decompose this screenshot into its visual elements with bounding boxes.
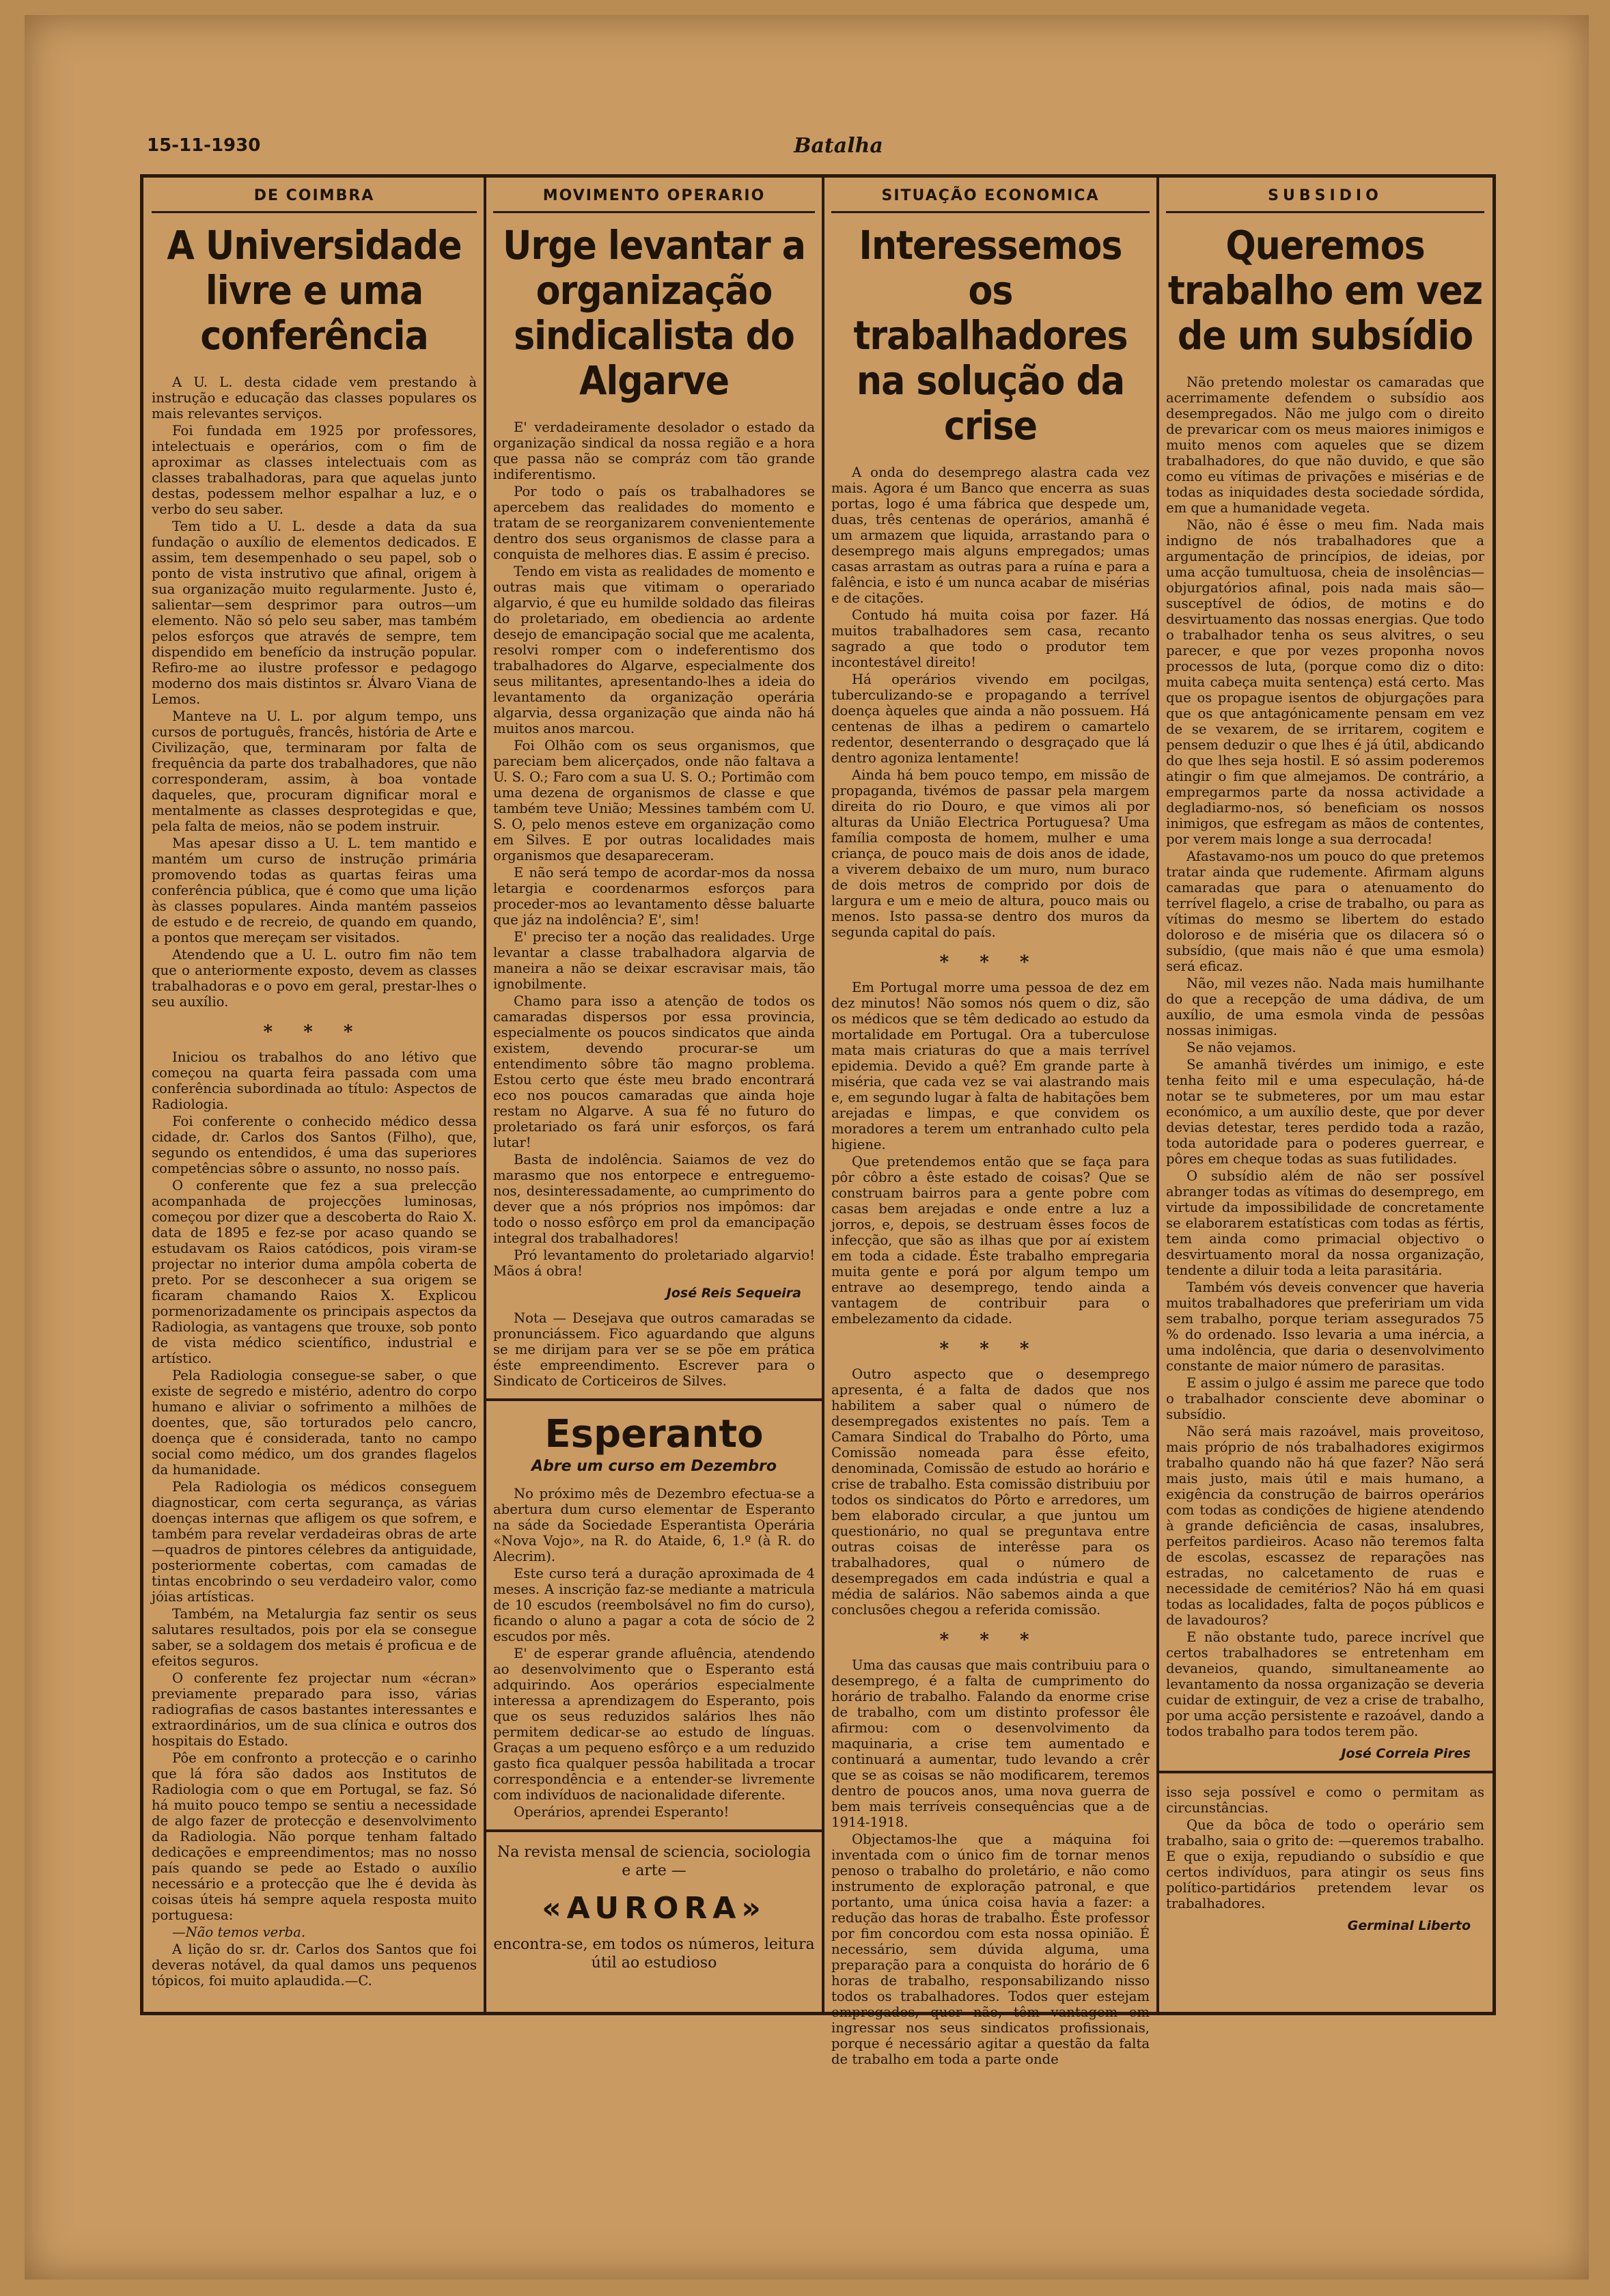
paragraph: Em Portugal morre uma pessoa de dez em dez minutos! Não somos nós quem o diz, são os médicos que se têm dedicado ao estudo da mortalidade em Portugal. Ora a tuberculose mata mais criaturas do que a mais terrível epidemia. Devido a quê? Em grande parte à miséria, que cada vez se vai alastrando mais e, em segundo lugar à falta de habitações bem arejadas e limpas, e que convidem os moradores a terem um entranhado culto pela higiene. [831, 980, 1150, 1152]
paragraph: A lição do sr. dr. Carlos dos Santos que foi deveras notável, da qual damos uns pequenos tópicos, foi muito aplaudida.—C. [152, 1941, 477, 1989]
paragraph: Tem tido a U. L. desde a data da sua fundação o auxílio de elementos dedicados. E assim, tem desempenhado o seu papel, sob o ponto de vista instrutivo que afinal, origem à sua organização muito regularmente. Justo é, salientar—sem desprimor para outros—um elemento. Não só pelo seu saber, mas também pelos esforços que através de sempre, tem dispendido em benefício da instrução popular. Refiro-me ao ilustre professor e pedagogo moderno dos mais distintos sr. Álvaro Viana de Lemos. [152, 518, 477, 707]
article-headline: Interessemos os trabalhadores na solução da crise [853, 222, 1128, 449]
author-signature: José Reis Sequeira [666, 1286, 801, 1301]
column-movimento-operario [485, 178, 823, 2012]
masthead [147, 135, 1530, 163]
article-body [1166, 374, 1484, 1933]
author-signature: Germinal Liberto [1347, 1918, 1471, 1933]
paragraph: Iniciou os trabalhos do ano létivo que começou na quarta feira passada com uma conferência subordinada ao título: Aspectos de Radiologia. [152, 1049, 477, 1112]
paragraph: Pela Radiologia consegue-se saber, o que existe de segredo e mistério, adentro do corpo humano e aliviar o sofrimento a milhões de doentes, que, são torturados pelo cancro, doença que é considerada, tanto no campo social como médico, um dos grandes flagelos da humanidade. [152, 1368, 477, 1478]
paragraph: E não obstante tudo, parece incrível que certos trabalhadores se entretenham em devaneios, quando, simultaneamente ao levantamento da nossa organização se deveria cuidar de extinguir, de vez a crise de trabalho, por uma acção persistente e razoável, dando a todos trabalho para todos terem pão. [1166, 1629, 1484, 1739]
note-paragraph: Nota — Desejava que outros camaradas se pronunciássem. Fico aguardando que alguns se me dirijam para ver se se põe em prática éste empreendimento. Escrever para o Sindicato de Corticeiros de Silves. [493, 1310, 815, 1389]
article-body [493, 419, 815, 1972]
author-signature: José Correia Pires [1341, 1746, 1471, 1761]
paragraph: Mas apesar disso a U. L. tem mantido e mantém um curso de instrução primária promovendo todas as quartas feiras uma conferência pública, que é como que uma lição às classes populares. Ainda mantém passeios de estudo e de recreio, de quando em quando, a pontos que mereçam ser visitados. [152, 835, 477, 945]
paragraph: Pôe em confronto a protecção e o carinho que lá fóra são dados aos Institutos de Radiologia com o que em Portugal, se faz. Só há muito pouco tempo se sentiu a necessidade de algo fazer de protecção e desenvolvimento da Radiologia. Não porque tenham faltado dedicações e empreendimentos; mas no nosso país quando se pede ao Estado o auxílio necessário e a protecção que lhe é devida às coisas úteis há sempre aquela resposta muito portuguesa: [152, 1750, 477, 1923]
paragraph: Ainda há bem pouco tempo, em missão de propaganda, tivémos de passar pela margem direita do rio Douro, e que vimos ali por alturas da União Electrica Portuguesa? Uma família composta de homem, mulher e uma criança, de pouco mais de dois anos de idade, a viverem debaixo de um muro, num buraco de dois metros de comprido por dois de largura e um e meio de altura, pouco mais ou menos. Isto passa-se dentro dos muros da segunda capital do país. [831, 767, 1150, 940]
paragraph: O conferente fez projectar num «écran» previamente preparado para isso, várias radiografias de casos bastantes interessantes e extraordinários, um de sua clínica e outros dos hospitais do Estado. [152, 1670, 477, 1749]
paragraph: Pela Radiologia os médicos conseguem diagnosticar, com certa segurança, as várias doenças internas que afligem os que sofrem, e também para revelar verdadeiras obras de arte—quadros de pintores célebres da antiguidade, posteriormente cobertas, com camadas de tintas encobrindo o seu verdadeiro valor, como jóias artísticas. [152, 1479, 477, 1605]
article-headline: Urge levantar a organização sindicalista do Algarve [503, 222, 805, 404]
section-label: MOVIMENTO OPERARIO [493, 187, 815, 213]
paragraph: Chamo para isso a atenção de todos os camaradas dispersos por essa provincia, especialmente os poucos sindicatos que ainda existem, devendo procurar-se um entendimento sôbre tão magno problema. Estou certo que éste meu brado encontrará eco nos poucos camaradas que ainda hoje restam no Algarve. A sua fé no futuro do proletariado os fará unir esforços, os fará lutar! [493, 993, 815, 1150]
paragraph: O subsídio além de não ser possível abranger todas as vítimas do desemprego, em virtude da impossibilidade de concretamente se elaborarem estatísticas com todas as fértis, tem ainda como primacial objectivo o desvirtuamento moral da nossa organização, tendente a diluir toda a leita parasitária. [1166, 1168, 1484, 1278]
paragraph: E' preciso ter a noção das realidades. Urge levantar a classe trabalhadora algarvia de maneira a não se deixar escravisar mais, tão ignobilmente. [493, 929, 815, 992]
column-situacao-economica [823, 178, 1158, 2067]
paragraph: E não será tempo de acordar-mos da nossa letargia e coordenarmos esforços para proceder-mos ao levantamento dêsse baluarte que jáz na indolência? E', sim! [493, 865, 815, 928]
paragraph: A onda do desemprego alastra cada vez mais. Agora é um Banco que encerra as suas portas, logo é uma fábrica que despede um, duas, três centenas de operários, amanhã é um armazem que liquida, arrastando para o desemprego mais alguns empregados; umas casas arrastam as outras para a ruína e para a falência, e isto é um nunca acabar de misérias e de citações. [831, 465, 1150, 606]
section-separator: * * * [263, 1022, 365, 1042]
paragraph: E' de esperar grande afluência, atendendo ao desenvolvimento que o Esperanto está adquirindo. Aos operários especialmente interessa a aprendizagem do Esperanto, pois que os seus reduzidos salários lhes não permitem dedicar-se ao estudo de línguas. Graças a um pequeno esfôrço e a um reduzido gasto fica qualquer pessôa habilitada a trocar correspondência e a entender-se livremente com indivíduos de nacionalidade diferente. [493, 1646, 815, 1803]
paragraph: —Não temos verba. [172, 1924, 306, 1940]
paragraph: A U. L. desta cidade vem prestando à instrução e educação das classes populares os mais relevantes serviços. [152, 374, 477, 421]
paragraph: E assim o julgo é assim me parece que todo o trabalhador consciente deve abominar o subsídio. [1166, 1375, 1484, 1422]
paragraph: Se amanhã tivérdes um inimigo, e este tenha feito mil e uma especulação, há-de notar se te submeteres, por um mau estar económico, a um auxílio deste, que por dever devias detestar, teres perdido toda a razão, toda autoridade para o poderes guerrear, e pôres em cheque todas as suas futilidades. [1166, 1057, 1484, 1167]
paragraph: Se não vejamos. [1186, 1040, 1296, 1055]
divider [485, 1829, 823, 1832]
paragraph: Afastavamo-nos um pouco do que pretemos tratar ainda que rudemente. Afirmam alguns camaradas que para o atenuamento do terrível flagelo, a crise de trabalho, ou para as vítimas do mesmo se libertem do estado doloroso e de miséria que os dilacera só o subsídio, (que mais não é que uma esmola) será eficaz. [1166, 848, 1484, 974]
article-headline: A Universidade livre e uma conferência [167, 222, 462, 359]
article-headline: Queremos trabalho em vez de um subsídio [1167, 222, 1483, 359]
paragraph: Que da bôca de todo o operário sem trabalho, saia o grito de: —queremos trabalho. E que o exija, repudiando o subsídio e que certos indivíduos, para atingir os seus fins político-partidários pretendem levar os trabalhadores. [1166, 1817, 1484, 1911]
article-body [152, 374, 477, 1989]
esperanto-headline: Esperanto [544, 1412, 764, 1456]
paragraph: Não, mil vezes não. Nada mais humilhante do que a recepção de uma dádiva, de um auxílio, de uma esmola vinda de pessôas nossas inimigas. [1166, 976, 1484, 1038]
paragraph: Não, não é êsse o meu fim. Nada mais indigno de nós trabalhadores que a argumentação de princípios, de ideias, por uma acção tumultuosa, cheia de insolências—objurgatórios afinal, pois nada mais são—susceptível de ódios, de motins e do desvirtuamento das nossas energias. Que todo o trabalhador tenha os seus alvitres, o seu parecer, e que por vezes proponha novos processos de luta, (porque como diz o dito: muita cabeça muita sentença) está certo. Mas que os propague isentos de objurgações para que os que antagónicamente pensam em vez de se vexarem, de se irritarem, cogitem e pensem deduzir o que lhes é já útil, abdicando do que lhes seja hostil. E só assim poderemos atingir o fim que almejamos. De contrário, a empregarmos parte da nossa actividade a degladiarmo-nos, só beneficiam os nossos inimigos, que esfregam as mãos de contentes, por verem mais longe a sua derrocada! [1166, 517, 1484, 847]
aurora-intro: Na revista mensal de sciencia, sociologia e arte — [497, 1844, 811, 1879]
paragraph: isso seja possível e como o permitam as circunstâncias. [1166, 1784, 1484, 1816]
paragraph: Atendendo que a U. L. outro fim não tem que o anteriormente exposto, devem as classes trabalhadoras e o povo em geral, prestar-lhes o seu auxílio. [152, 947, 477, 1010]
paragraph: Uma das causas que mais contribuiu para o desemprego, é a falta de cumprimento do horário de trabalho. Falando da enorme crise de trabalho, com um distinto professor êle afirmou: com o desenvolvimento da maquinaria, a crise tem aumentado e continuará a aumentar, tudo levando a crêr que se as coisas se não modificarem, teremos dentro de poucos anos, uma nova guerra de bem mais terríveis consequências que a de 1914-1918. [831, 1657, 1150, 1830]
article-body [831, 465, 1150, 2067]
paragraph: Há operários vivendo em pocilgas, tuberculizando-se e propagando a terrível doença àqueles que ainda a não possuem. Há centenas de ilhas a pedirem o camartelo redentor, desenterrando o desgraçado que lá dentro agoniza lentamente! [831, 672, 1150, 766]
paragraph: Este curso terá a duração aproximada de 4 meses. A inscrição faz-se mediante a matricula de 10 escudos (reembolsável no fim do curso), ficando o aluno a pagar a cota de sócio de 2 escudos por mês. [493, 1566, 815, 1644]
esperanto-subheadline: Abre um curso em Dezembro [531, 1458, 777, 1475]
paragraph: Não pretendo molestar os camaradas que acerrimamente defendem o subsídio aos desempregados. Não me julgo com o direito de prevaricar com os meus maiores inimigos e muito menos com aqueles que se dizem trabalhadores, do que não duvido, e que são como eu vítimas de privações e misérias e de todas as iniquidades desta sociedade sórdida, em que a humanidade vegeta. [1166, 374, 1484, 516]
paragraph: Foi fundada em 1925 por professores, intelectuais e operários, com o fim de aproximar as classes intelectuais com as classes trabalhadoras, para que aquelas junto destas, podessem melhor espalhar a luz, e o verbo do seu saber. [152, 423, 477, 517]
section-label: SITUAÇÃO ECONOMICA [831, 187, 1150, 213]
paragraph: Contudo há muita coisa por fazer. Há muitos trabalhadores sem casa, recanto sagrado a que todo o produtor tem incontestável direito! [831, 607, 1150, 670]
section-separator: * * * [939, 1339, 1042, 1359]
column-subsidio [1158, 178, 1493, 2012]
paragraph: Não será mais razoável, mais proveitoso, mais próprio de nós trabalhadores exigirmos trabalho quando não há que fazer? Não será mais justo, mais útil e mais humano, a exigência da construção de bairros operários com todas as condições de higiene atendendo à grande deficiência de casas, insalubres, perfeitos pardieiros. Acaso não teremos falta de escolas, escassez de reparações nas estradas, no calcetamento de ruas e necessidade de cemitérios? Não há em quasi todas as localidades, falta de poços públicos e de lavadouros? [1166, 1424, 1484, 1628]
divider [1158, 1771, 1493, 1773]
section-label: DE COIMBRA [152, 187, 477, 213]
paragraph: Outro aspecto que o desemprego apresenta, é a falta de dados que nos habilitem a saber qual o número de desempregados existentes no país. Tem a Camara Sindical do Trabalho do Pôrto, uma Comissão nomeada para êsse efeito, denominada, Comissão de estudo ao horário e crise de trabalho. Esta comissão distribuiu por todos os sindicatos do Pôrto e arredores, um bem elaborado circular, a que juntou um questionário, no qual se preguntava entre outras coisas de interêsse para os trabalhadores, qual o número de desempregados em cada indústria e qual a média de salários. Não sabemos ainda a que conclusões chegou a referida comissão. [831, 1366, 1150, 1618]
paragraph: Operários, aprendei Esperanto! [514, 1804, 730, 1820]
section-separator: * * * [939, 1630, 1042, 1650]
issue-date: 15-11-1930 [147, 135, 261, 156]
column-coimbra [143, 178, 485, 2012]
paragraph: Também, na Metalurgia faz sentir os seus salutares resultados, pois por ela se consegue saber, se a soldagem dos metais é proficua e de efeitos seguros. [152, 1606, 477, 1669]
aurora-title: «AURORA» [542, 1891, 766, 1926]
paragraph: E' verdadeiramente desolador o estado da organização sindical da nossa região e a hora que passa não se compráz com tão grande indiferentismo. [493, 419, 815, 482]
paragraph: Também vós deveis convencer que haveria muitos trabalhadores que prefeririam um vida sem trabalho, porque teriam assegurados 75 % do ordenado. Isso levaria a uma inércia, a uma indolência, que daria o desenvolvimento constante de maior número de parasitas. [1166, 1280, 1484, 1374]
paragraph: Manteve na U. L. por algum tempo, uns cursos de português, francês, história de Arte e Civilização, que, terminaram por falta de frequência da parte dos trabalhadores, que não corresponderam, assim, à boa vontade daqueles, que, procuram dignificar moral e mentalmente as classes desprotegidas e que, pela falta de meios, não se podem instruir. [152, 708, 477, 834]
paragraph: Por todo o país os trabalhadores se apercebem das realidades do momento e tratam de se reorganizarem convenientemente dentro dos seus organismos de classe para a conquista de melhores dias. E assim é preciso. [493, 484, 815, 562]
paragraph: Que pretendemos então que se faça para pôr côbro a êste estado de coisas? Que se construam bairros para a gente pobre com casas bem arejadas e onde entre a luz a jorros, e, depois, se destruam êsses focos de infecção, que são as ilhas que por aí existem em toda a cidade. Éste trabalho empregaria muita gente e porá por algum tempo um entrave ao desemprego, tendo ainda a vantagem de contribuir para o embelezamento da cidade. [831, 1154, 1150, 1327]
paragraph: Foi Olhão com os seus organismos, que pareciam bem alicerçados, onde não faltava a U. S. O.; Faro com a sua U. S. O.; Portimão com uma dezena de organismos de classe e que também teve União; Messines também com U. S. O, pelo menos esteve em organização como em Silves. E por outras localidades mais organismos que desapareceram. [493, 738, 815, 863]
paragraph: Basta de indolência. Saiamos de vez do marasmo que nos entorpece e entreguemo-nos, desinteressadamente, ao cumprimento do dever que a nós próprios nos impômos: dar todo o nosso esfôrço em prol da emancipação integral dos trabalhadores! [493, 1152, 815, 1246]
section-label: SUBSIDIO [1166, 187, 1484, 213]
page-frame [140, 174, 1496, 2067]
paragraph: O conferente que fez a sua prelecção acompanhada de projecções luminosas, começou por dizer que a descoberta do Raio X. data de 1895 e fez-se por acaso quando se estudavam os Raios catódicos, pois viram-se projectar no interior duma ampôla coberta de preto. Por se desconhecer a sua origem se ficaram chamando Raios X. Explicou pormenorizadamente os principais aspectos da Radiologia, as vantagens que trouxe, sob ponto de vista médico scientífico, industrial e artístico. [152, 1178, 477, 1366]
paragraph: Foi conferente o conhecido médico dessa cidade, dr. Carlos dos Santos (Filho), que, segundo os entendidos, é uma das superiores competências sôbre o assunto, no nosso país. [152, 1114, 477, 1176]
section-separator: * * * [939, 952, 1042, 973]
paragraph: Pró levantamento do proletariado algarvio! Mãos á obra! [493, 1247, 815, 1279]
divider [485, 1398, 823, 1401]
paragraph: No próximo mês de Dezembro efectua-se a abertura dum curso elementar de Esperanto na sáde da Sociedade Esperantista Operária «Nova Vojo», na R. do Ataide, 6, 1.º (à R. do Alecrim). [493, 1486, 815, 1564]
paragraph: Tendo em vista as realidades de momento e outras mais que vitimam o operariado algarvio, é que eu humilde soldado das fileiras do proletariado, em obediencia ao ardente desejo de emancipação social que me acalenta, resolvi romper com o indeferentismo dos trabalhadores do Algarve, especialmente dos seus militantes, apresentando-lhes a ideia do levantamento da organização operária algarvia, dessa organização que ainda não há muitos anos marcou. [493, 564, 815, 736]
newspaper-title: Batalha [794, 134, 883, 158]
aurora-tagline: encontra-se, em todos os números, leitura útil ao estudioso [493, 1936, 815, 1972]
paragraph: Objectamos-lhe que a máquina foi inventada com o único fim de tornar menos penoso o trabalho do proletário, e não como instrumento de exploração patronal, e que portanto, uma única coisa havia a fazer: a redução das horas de trabalho. Êste professor por fim concordou com esta nossa opinião. É necessário, sem dúvida alguma, uma preparação para a conquista do horário de 6 horas de trabalho, responsabilizando nisso todos os trabalhadores. Todos quer estejam empregados, quer não, têm vantagem em ingressar nos seus sindicatos profissionais, porque é necessário agitar a questão da falta de trabalho em toda a parte onde [831, 1831, 1150, 2067]
